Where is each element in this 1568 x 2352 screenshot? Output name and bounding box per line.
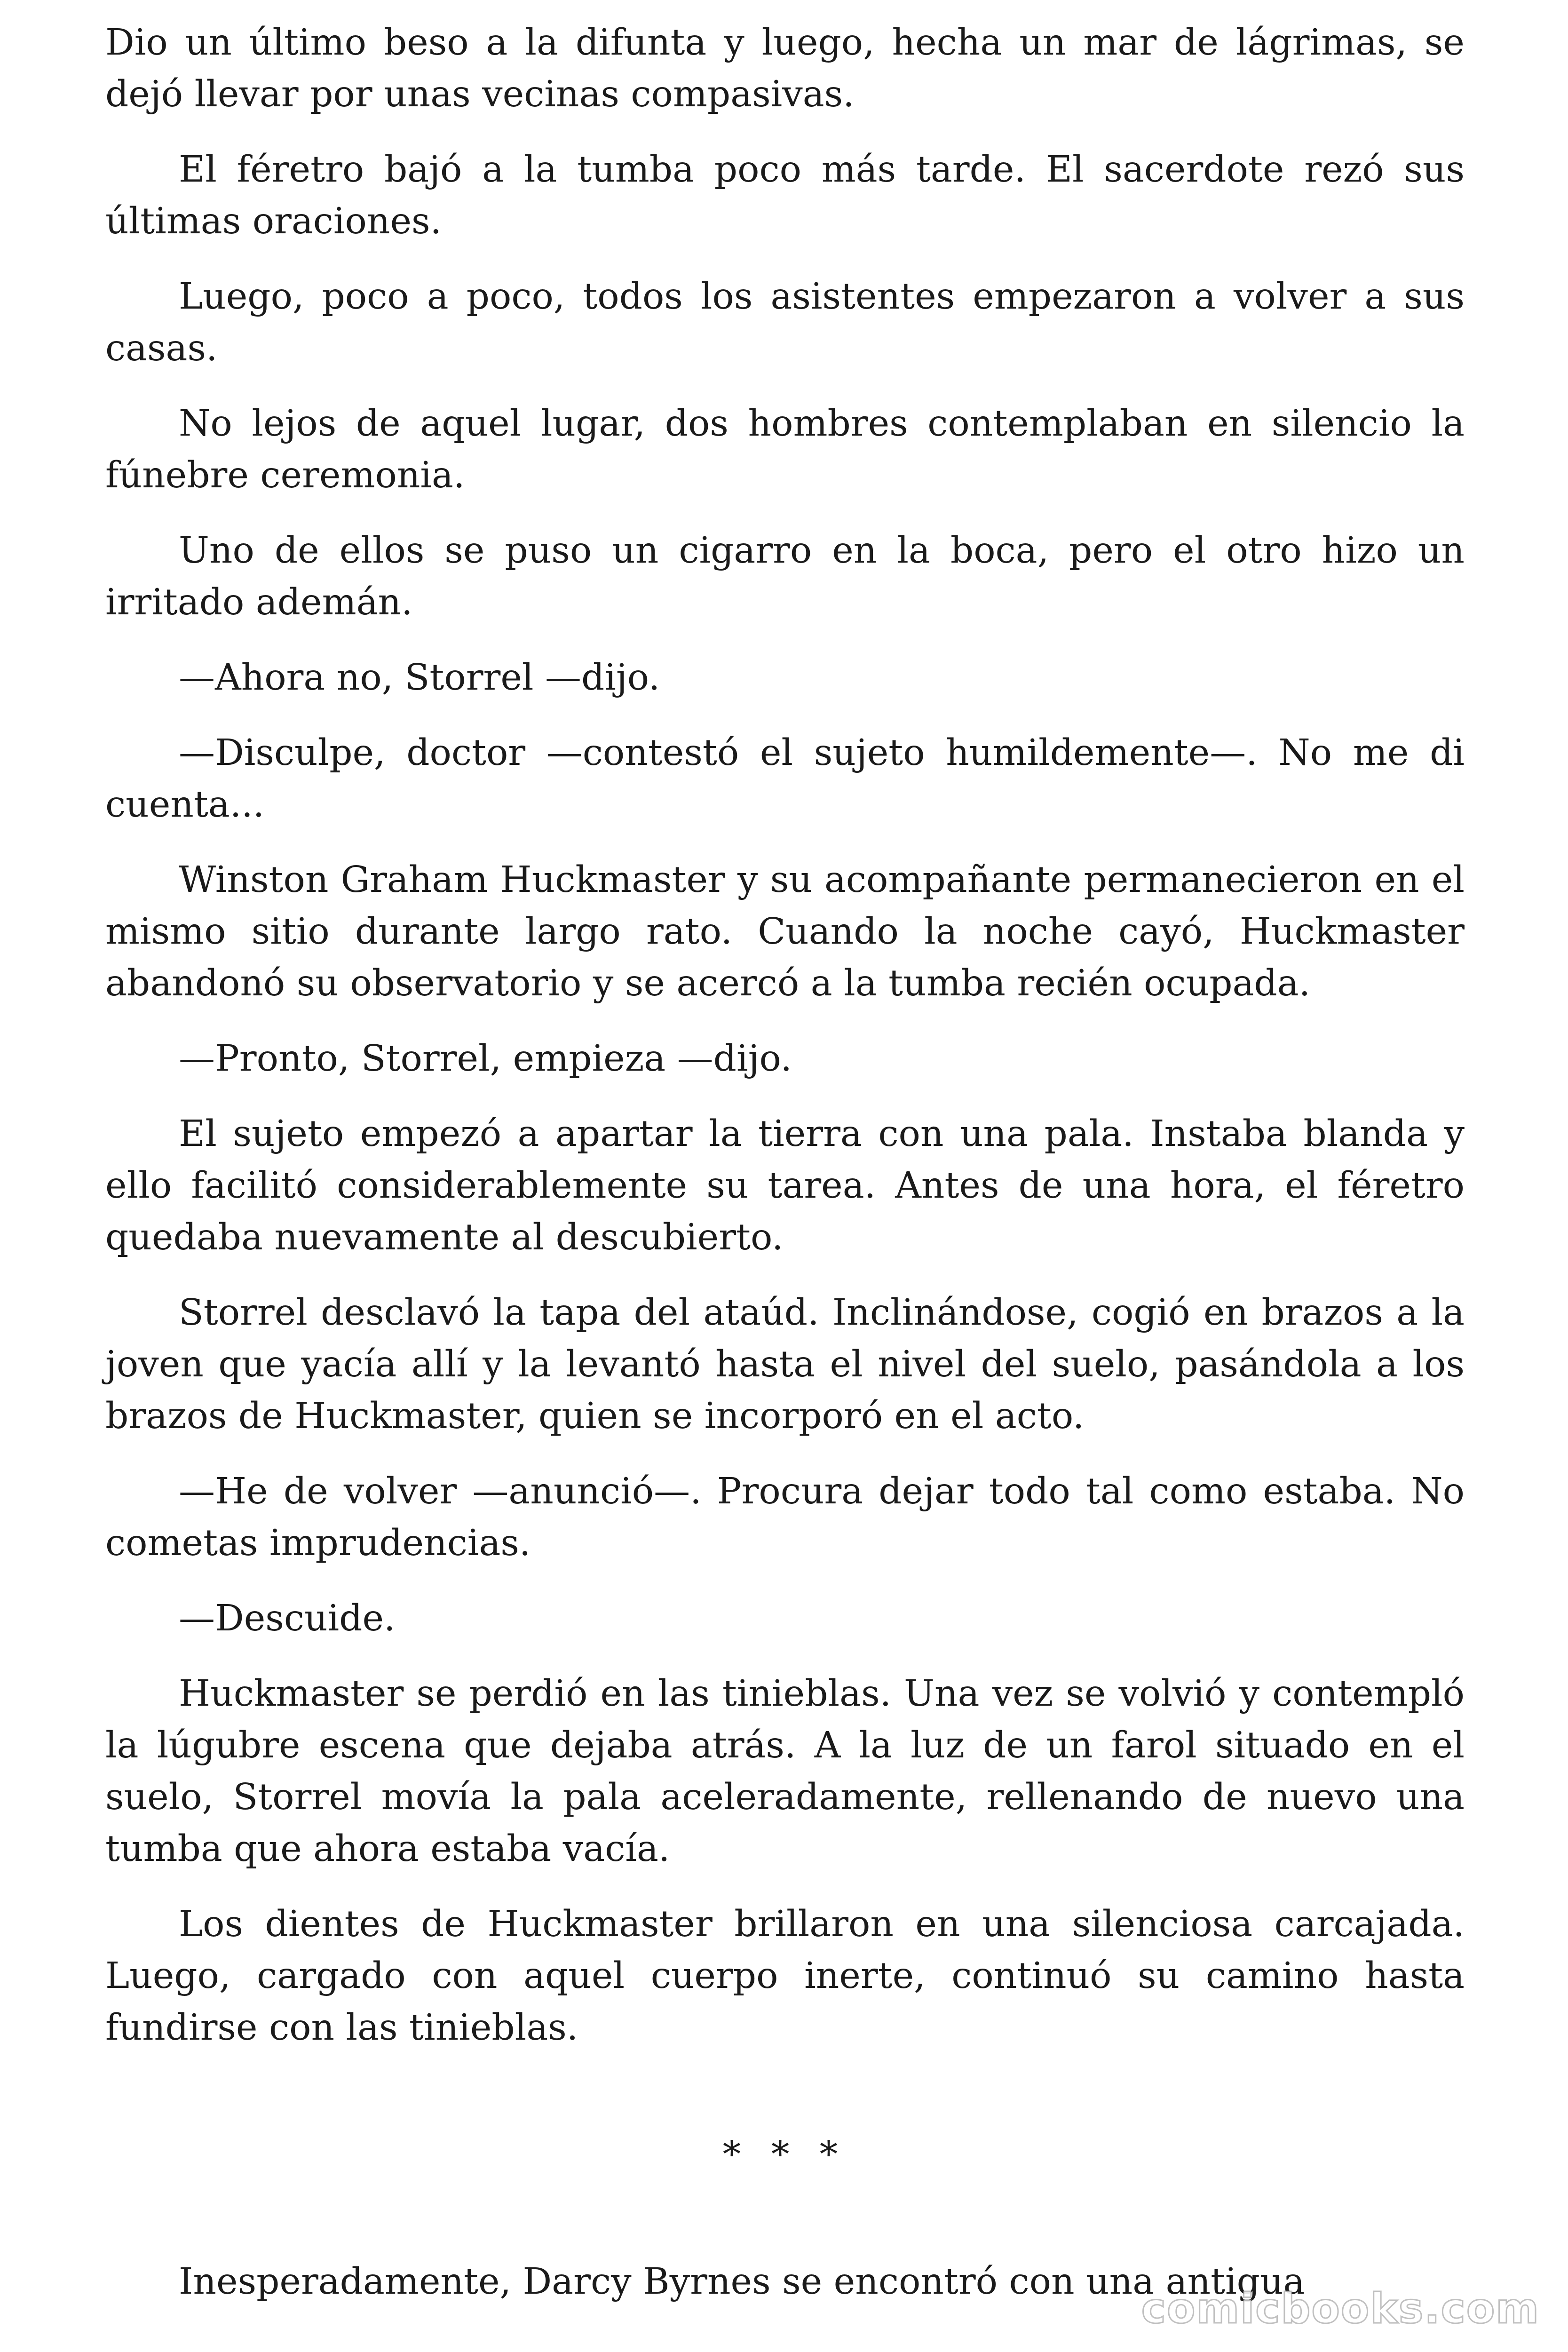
paragraph: Inesperadamente, Darcy Byrnes se encontró con una antigua	[179, 2261, 1305, 2303]
paragraph: —Ahora no, Storrel —dijo.	[179, 657, 660, 699]
paragraph: Los dientes de Huckmaster brillaron en una silenciosa carcajada. Luego, cargado con aquel cuerpo inerte, continuó su camino hasta fundirse con las tinieblas.	[105, 1903, 1465, 2049]
paragraph: Huckmaster se perdió en las tinieblas. Una vez se volvió y contempló la lúgubre escena que dejaba atrás. A la luz de un farol situado en el suelo, Storrel movía la pala aceleradamente, rellenando de nuevo una tumba que ahora estaba vacía.	[105, 1673, 1465, 1870]
paragraph: El sujeto empezó a apartar la tierra con una pala. Instaba blanda y ello facilitó considerablemente su tarea. Antes de una hora, el féretro quedaba nuevamente al descubierto.	[105, 1113, 1465, 1258]
paragraph: Dio un último beso a la difunta y luego, hecha un mar de lágrimas, se dejó llevar por unas vecinas compasivas.	[105, 22, 1465, 115]
paragraph: Winston Graham Huckmaster y su acompañante permanecieron en el mismo sitio durante largo rato. Cuando la noche cayó, Huckmaster abandonó su observatorio y se acercó a la tumba recién ocupada.	[105, 859, 1465, 1004]
paragraph: Storrel desclavó la tapa del ataúd. Inclinándose, cogió en brazos a la joven que yacía allí y la levantó hasta el nivel del suelo, pasándola a los brazos de Huckmaster, quien se incorporó en el acto.	[105, 1292, 1465, 1437]
book-page	[105, 17, 1465, 2331]
paragraph: No lejos de aquel lugar, dos hombres contemplaban en silencio la fúnebre ceremonia.	[105, 403, 1465, 496]
watermark-logo: comicbooks.com	[1141, 2284, 1540, 2333]
section-separator: * * *	[722, 2134, 847, 2176]
paragraph: Uno de ellos se puso un cigarro en la boca, pero el otro hizo un irritado ademán.	[105, 530, 1465, 623]
paragraph: El féretro bajó a la tumba poco más tarde. El sacerdote rezó sus últimas oraciones.	[105, 149, 1465, 242]
paragraph: —Disculpe, doctor —contestó el sujeto humildemente—. No me di cuenta...	[105, 732, 1465, 826]
paragraph: —He de volver —anunció—. Procura dejar todo tal como estaba. No cometas imprudencias.	[105, 1470, 1465, 1564]
paragraph: Luego, poco a poco, todos los asistentes empezaron a volver a sus casas.	[105, 276, 1465, 369]
paragraph: —Pronto, Storrel, empieza —dijo.	[179, 1038, 792, 1080]
paragraph: —Descuide.	[179, 1597, 396, 1639]
